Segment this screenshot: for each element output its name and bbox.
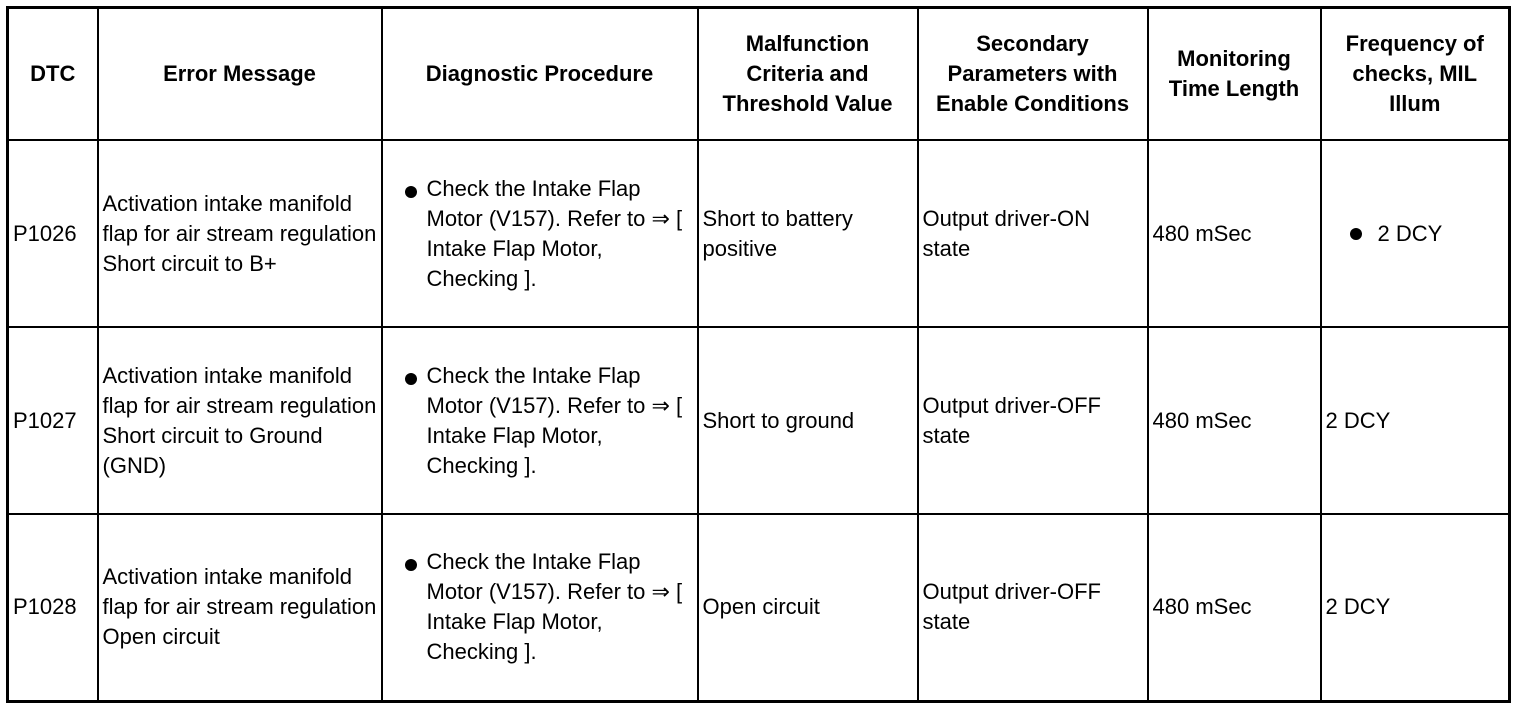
frequency-text: 2 DCY	[1377, 221, 1443, 246]
error-message: Activation intake manifold flap for air stream regulation Open circuit	[98, 514, 382, 701]
dtc-code: P1028	[8, 514, 98, 701]
header-malfunction-criteria: Malfunction Criteria and Threshold Value	[698, 8, 918, 141]
bullet-icon	[1350, 228, 1362, 240]
secondary-parameters: Output driver-OFF state	[918, 327, 1148, 514]
frequency	[1321, 140, 1510, 327]
table-row	[8, 140, 1510, 327]
malfunction-criteria: Short to ground	[698, 327, 918, 514]
header-dtc: DTC	[8, 8, 98, 141]
header-secondary-parameters: Secondary Parameters with Enable Conditions	[918, 8, 1148, 141]
header-diagnostic-procedure: Diagnostic Procedure	[382, 8, 698, 141]
monitoring-time: 480 mSec	[1148, 514, 1321, 701]
header-row	[8, 8, 1510, 141]
dtc-code: P1026	[8, 140, 98, 327]
monitoring-time: 480 mSec	[1148, 327, 1321, 514]
secondary-parameters: Output driver-ON state	[918, 140, 1148, 327]
dtc-table	[6, 6, 1511, 703]
error-message: Activation intake manifold flap for air stream regulation Short circuit to B+	[98, 140, 382, 327]
diagnostic-procedure	[382, 327, 698, 514]
bullet-icon	[387, 361, 421, 391]
diagnostic-procedure	[382, 140, 698, 327]
secondary-parameters: Output driver-OFF state	[918, 514, 1148, 701]
malfunction-criteria: Open circuit	[698, 514, 918, 701]
table-row	[8, 514, 1510, 701]
header-monitoring-time: Monitoring Time Length	[1148, 8, 1321, 141]
diagnostic-procedure	[382, 514, 698, 701]
procedure-text[interactable]: Check the Intake Flap Motor (V157). Refer to ⇒ [ Intake Flap Motor, Checking ].	[426, 175, 683, 291]
frequency: 2 DCY	[1321, 514, 1510, 701]
bullet-icon	[387, 174, 421, 204]
frequency: 2 DCY	[1321, 327, 1510, 514]
procedure-text[interactable]: Check the Intake Flap Motor (V157). Refer to ⇒ [ Intake Flap Motor, Checking ].	[426, 549, 683, 665]
header-frequency: Frequency of checks, MIL Illum	[1321, 8, 1510, 141]
dtc-code: P1027	[8, 327, 98, 514]
bullet-icon	[387, 547, 421, 577]
error-message: Activation intake manifold flap for air stream regulation Short circuit to Ground (GND)	[98, 327, 382, 514]
malfunction-criteria: Short to battery positive	[698, 140, 918, 327]
header-error-message: Error Message	[98, 8, 382, 141]
table-row	[8, 327, 1510, 514]
procedure-text[interactable]: Check the Intake Flap Motor (V157). Refer to ⇒ [ Intake Flap Motor, Checking ].	[426, 362, 683, 478]
monitoring-time: 480 mSec	[1148, 140, 1321, 327]
